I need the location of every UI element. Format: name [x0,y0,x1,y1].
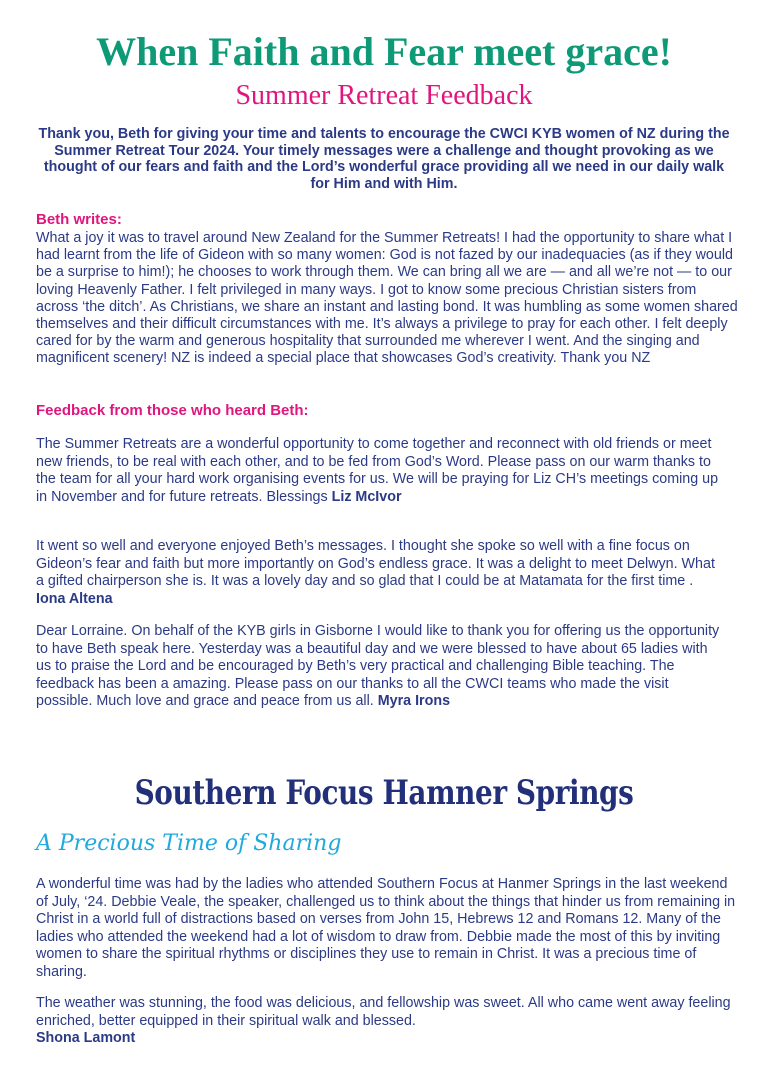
page-title: When Faith and Fear meet grace! [96,29,672,74]
beth-text: What a joy it was to travel around New Zealand for the Summer Retreats! I had the opportunity to share what I had learnt from the life of Gideon with so many women: God is not fazed by our inadequacies (as if they would be a surprise to him!); he chooses to work through them. We can bring all we are — and all we’re not — to our loving Heavenly Father. I felt privileged in many ways. I got to know some precious Christian sisters from across ‘the ditch’. As Christians, we share an instant and lasting bond. It was humbling as some women shared themselves and their difficult circumstances with me. It’s always a privilege to pray for each other. I felt deeply cared for by the warm and generous hospitality that surrounded me wherever I went. And the singing and magnificent scenery! NZ is indeed a special place that showcases God’s creativity. Thank you NZ [36,230,738,367]
feedback-heading: Feedback from those who heard Beth: [36,402,309,419]
intro-text: Thank you, Beth for giving your time and talents to encourage the CWCI KYB women of NZ during the Summer Retreat Tour 2024. Your timely messages were a challenge and thought provoking as we thought of our fears and faith and the Lord’s wonderful grace providing all we need in our daily walk for Him and with Him. [38,126,730,192]
feedback-item [36,436,726,506]
feedback-author: Myra Irons [377,693,451,710]
feedback-author: Liz McIvor [331,488,402,505]
southern-paragraph: A wonderful time was had by the ladies who attended Southern Focus at Hanmer Springs in the last weekend of July, ‘24. Debbie Veale, the speaker, challenged us to think about the things that hinder us from remaining in Christ in a world full of distractions based on verses from John 15, Hebrews 12 and Romans 12. Many of the ladies who attended the weekend had a lot of wisdom to draw from. Debbie made the most of this by inviting women to share the spiritual rhythms or disciplines they use to remain in Christ. It was a precious time of sharing. [36,876,736,980]
section-title: Southern Focus Hamner Springs [134,773,634,813]
feedback-item [36,623,726,711]
feedback-author: Iona Altena [36,590,113,607]
feedback-text: Dear Lorraine. On behalf of the KYB girls in Gisborne I would like to thank you for offering us the opportunity to have Beth speak here. Yesterday was a beautiful day and we were blessed to have about 65 ladies with us to praise the Lord and be encouraged by Beth’s very practical and challenging Bible teaching. The feedback has been a amazing. Please pass on our thanks to all the CWCI teams who made the visit possible. Much love and grace and peace from us all. [36,623,720,710]
feedback-item [36,538,726,608]
southern-author: Shona Lamont [36,1030,136,1046]
feedback-text: It went so well and everyone enjoyed Beth’s messages. I thought she spoke so well with a fine focus on Gideon’s fear and faith but more importantly on God’s endless grace. It was a delight to meet Delwyn. What a gifted chairperson she is. It was a lovely day and so glad that I could be at Matamata for the first time . [36,538,715,590]
page-subtitle: Summer Retreat Feedback [235,80,533,111]
southern-paragraph: The weather was stunning, the food was delicious, and fellowship was sweet. All who came went away feeling enriched, better equipped in their spiritual walk and blessed. [36,995,731,1029]
section-subtitle: A Precious Time of Sharing [36,831,342,856]
feedback-text: The Summer Retreats are a wonderful opportunity to come together and reconnect with old friends or meet new friends, to be real with each other, and to be fed from God’s Word. Please pass on our warm thanks to the team for all your hard work organising events for us. We will be praying for Liz CH’s meetings coming up in November and for future retreats. Blessings [36,436,719,505]
beth-heading: Beth writes: [36,211,122,228]
